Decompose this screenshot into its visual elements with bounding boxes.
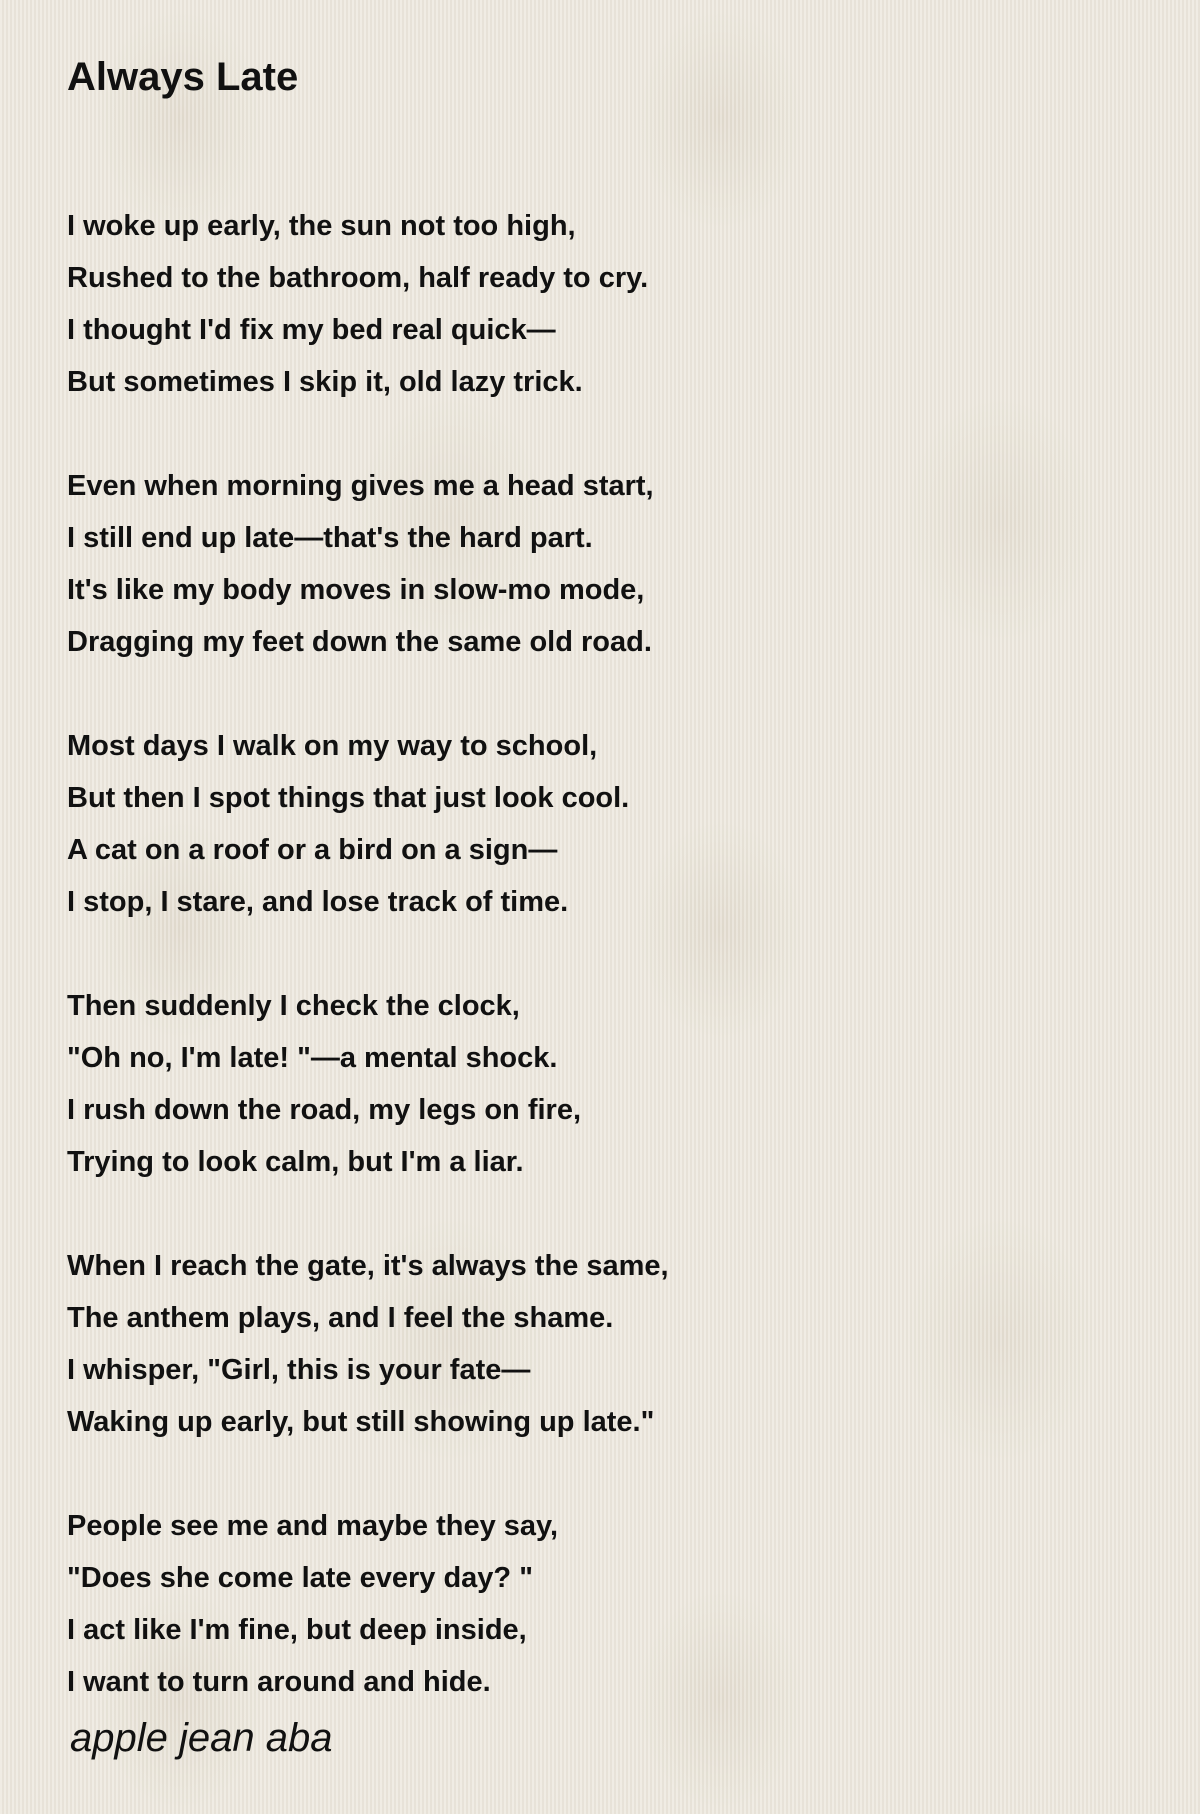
poem-line: It's like my body moves in slow-mo mode, xyxy=(67,574,645,606)
poem-page xyxy=(67,0,1147,1708)
poem-line: "Does she come late every day? " xyxy=(67,1562,533,1594)
poem-line: A cat on a roof or a bird on a sign— xyxy=(67,834,558,866)
poem-line: I still end up late—that's the hard part. xyxy=(67,522,593,554)
poem-line: I rush down the road, my legs on fire, xyxy=(67,1094,582,1126)
poem-line: Dragging my feet down the same old road. xyxy=(67,626,652,658)
poem-line: I act like I'm fine, but deep inside, xyxy=(67,1614,527,1646)
poem-line: Waking up early, but still showing up late." xyxy=(67,1406,655,1438)
poem-line: But then I spot things that just look cool. xyxy=(67,782,630,814)
poem-line: I thought I'd fix my bed real quick— xyxy=(67,314,556,346)
stanza-3 xyxy=(67,720,1147,928)
poem-line: People see me and maybe they say, xyxy=(67,1510,559,1542)
poem-line: Most days I walk on my way to school, xyxy=(67,730,598,762)
poem-line: I stop, I stare, and lose track of time. xyxy=(67,886,569,918)
poem-line: "Oh no, I'm late! "—a mental shock. xyxy=(67,1042,558,1074)
poem-line: Trying to look calm, but I'm a liar. xyxy=(67,1146,524,1178)
stanza-1 xyxy=(67,200,1147,408)
poem-body xyxy=(67,200,1147,1708)
poem-line: Rushed to the bathroom, half ready to cry. xyxy=(67,262,649,294)
poem-line: But sometimes I skip it, old lazy trick. xyxy=(67,366,583,398)
stanza-2 xyxy=(67,460,1147,668)
stanza-5 xyxy=(67,1240,1147,1448)
poem-line: The anthem plays, and I feel the shame. xyxy=(67,1302,614,1334)
poem-line: Then suddenly I check the clock, xyxy=(67,990,520,1022)
stanza-6 xyxy=(67,1500,1147,1708)
poem-line: I woke up early, the sun not too high, xyxy=(67,210,576,242)
poem-line: Even when morning gives me a head start, xyxy=(67,470,654,502)
author-link[interactable]: apple jean aba xyxy=(70,1716,333,1760)
poem-line: I want to turn around and hide. xyxy=(67,1666,491,1698)
poem-line: When I reach the gate, it's always the same, xyxy=(67,1250,669,1282)
poem-line: I whisper, "Girl, this is your fate— xyxy=(67,1354,531,1386)
poem-title: Always Late xyxy=(67,55,299,99)
stanza-4 xyxy=(67,980,1147,1188)
